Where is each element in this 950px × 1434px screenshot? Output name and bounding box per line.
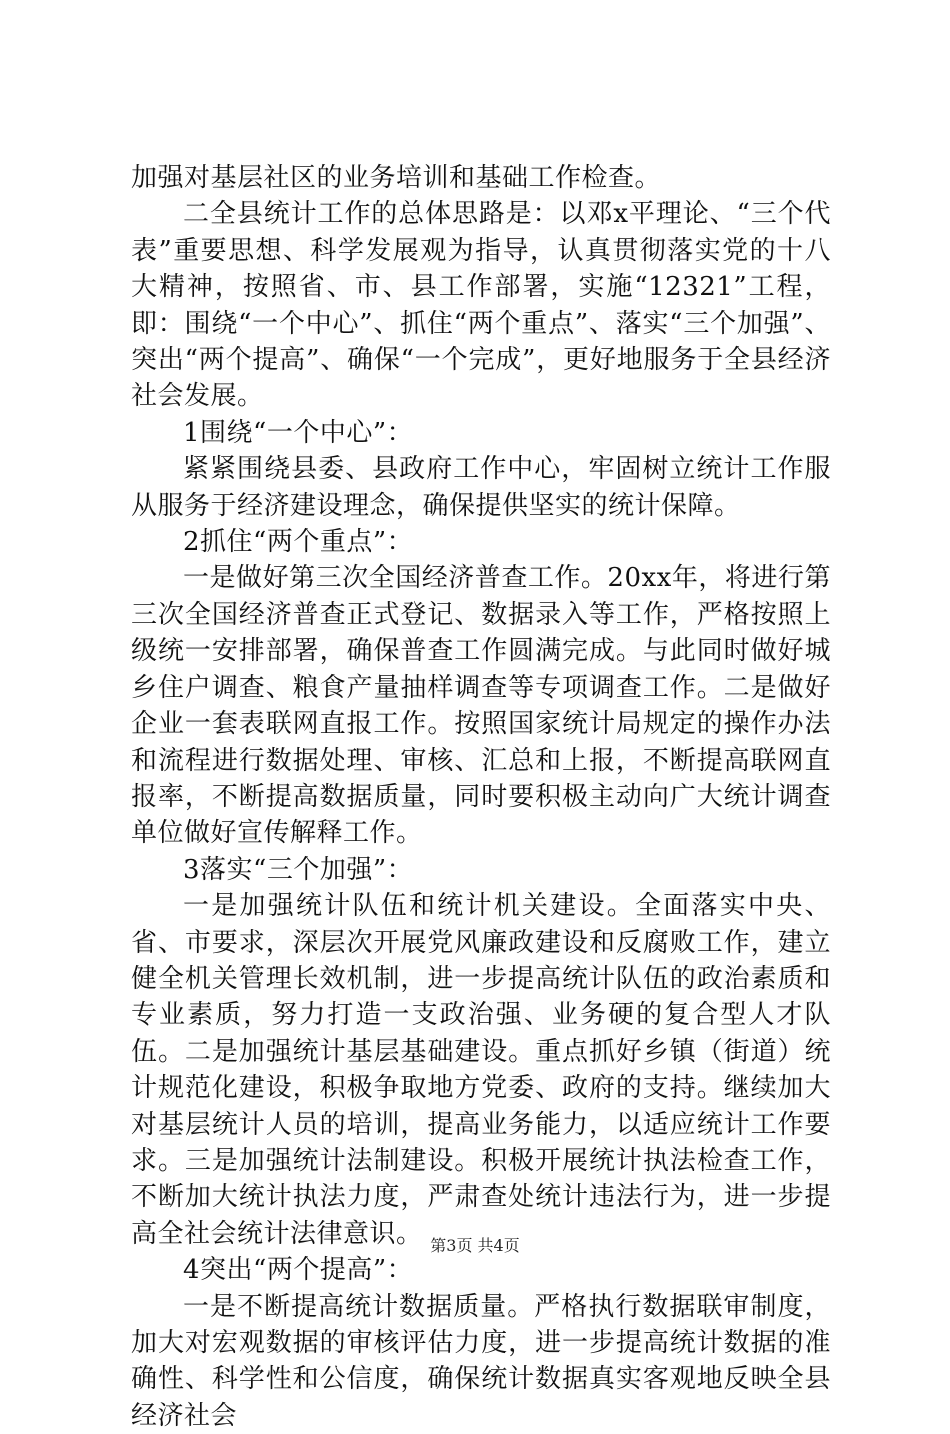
section-heading-2: 2抓住“两个重点”：: [183, 527, 414, 558]
paragraph-3: 紧紧围绕县委、县政府工作中心，牢固树立统计工作服从服务于经济建设理念，确保提供坚实的统计保障。: [131, 454, 831, 521]
paragraph-5: 一是加强统计队伍和统计机关建设。全面落实中央、省、市要求，深层次开展党风廉政建设和反腐败工作，建立健全机关管理长效机制，进一步提高统计队伍的政治素质和专业素质，努力打造一支政治强、业务硬的复合型人才队伍。二是加强统计基层基础建设。重点抓好乡镇（街道）统计规范化建设，积极争取地方党委、政府的支持。继续加大对基层统计人员的培训，提高业务能力，以适应统计工作要求。三是加强统计法制建设。积极开展统计执法检查工作，不断加大统计执法力度，严肃查处统计违法行为，进一步提高全社会统计法律意识。: [131, 891, 831, 1249]
section-heading-4: 4突出“两个提高”：: [183, 1255, 414, 1286]
section-heading-3: 3落实“三个加强”：: [183, 854, 414, 885]
page-number-footer: 第3页 共4页: [430, 1236, 520, 1255]
paragraph-6: 一是不断提高统计数据质量。严格执行数据联审制度，加大对宏观数据的审核评估力度，进一步提高统计数据的准确性、科学性和公信度，确保统计数据真实客观地反映全县经济社会: [131, 1291, 831, 1431]
paragraph-2: 二全县统计工作的总体思路是：以邓x平理论、“三个代表”重要思想、科学发展观为指导，认真贯彻落实党的十八大精神，按照省、市、县工作部署，实施“12321”工程，即：围绕“一个中心”、抓住“两个重点”、落实“三个加强”、突出“两个提高”、确保“一个完成”，更好地服务于全县经济社会发展。: [131, 199, 831, 412]
section-heading-1: 1围绕“一个中心”：: [183, 417, 414, 448]
paragraph-1: 加强对基层社区的业务培训和基础工作检查。: [131, 163, 662, 193]
paragraph-4: 一是做好第三次全国经济普查工作。20xx年，将进行第三次全国经济普查正式登记、数据录入等工作，严格按照上级统一安排部署，确保普查工作圆满完成。与此同时做好城乡住户调查、粮食产量抽样调查等专项调查工作。二是做好企业一套表联网直报工作。按照国家统计局规定的操作办法和流程进行数据处理、审核、汇总和上报，不断提高联网直报率，不断提高数据质量，同时要积极主动向广大统计调查单位做好宣传解释工作。: [131, 563, 831, 849]
